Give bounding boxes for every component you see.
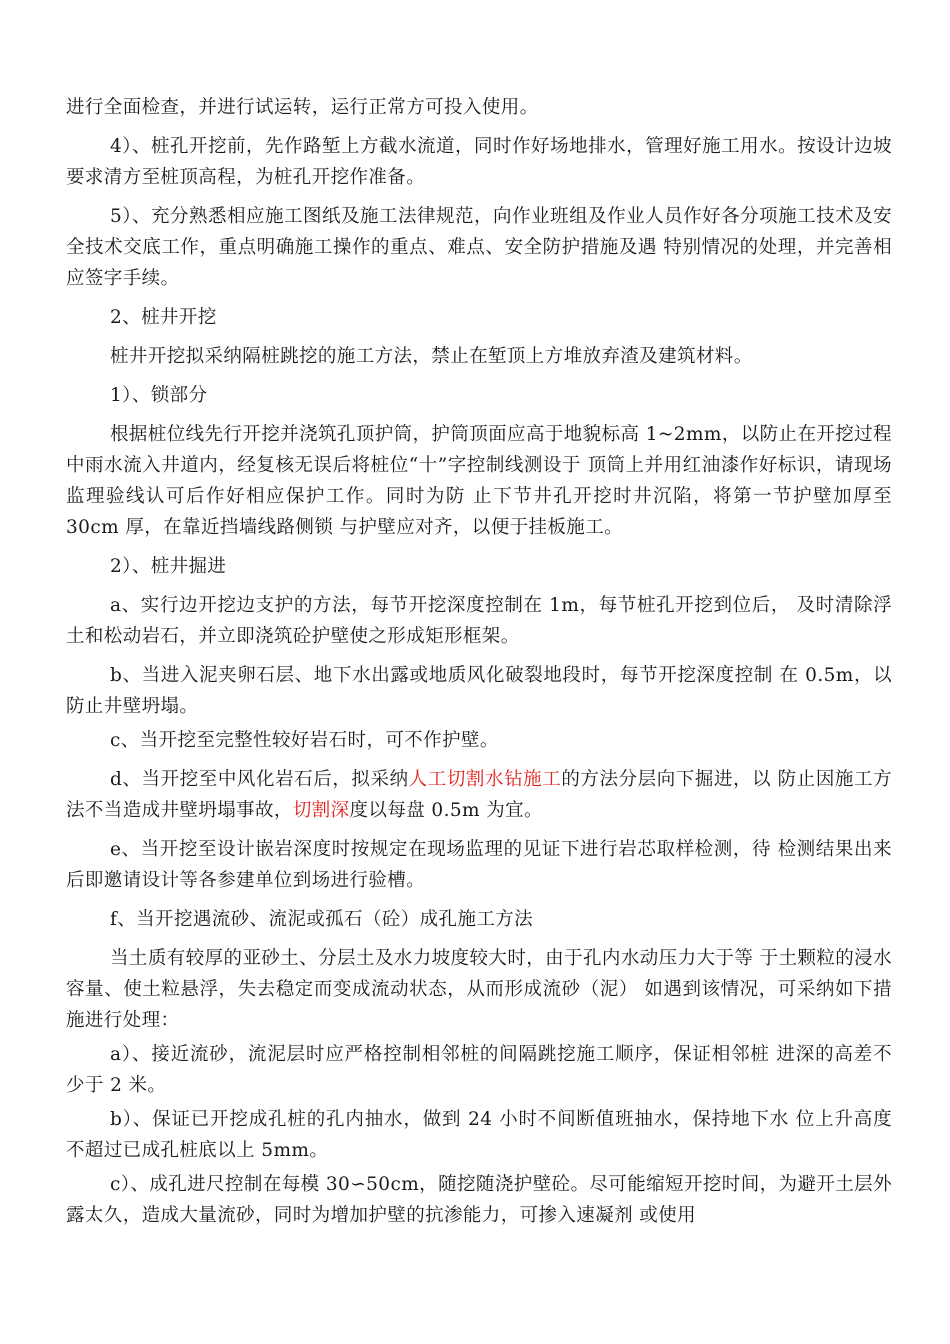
paragraph: f、当开挖遇流砂、流泥或孤石（砼）成孔施工方法 (110, 909, 534, 930)
paragraph: 桩井开挖拟采纳隔桩跳挖的施工方法，禁止在堑顶上方堆放弃渣及建筑材料。 (110, 346, 753, 367)
paragraph: 2、桩井开挖 (110, 307, 217, 328)
paragraph-d-text-1: d、当开挖至中风化岩石后，拟采纳 (110, 769, 409, 790)
paragraph: 4）、桩孔开挖前，先作路堑上方截水流道，同时作好场地排水，管理好施工用水。按设计边坡要求清方至桩顶高程，为桩孔开挖作准备。 (66, 136, 892, 188)
paragraph: 根据桩位线先行开挖并浇筑孔顶护筒，护筒顶面应高于地貌标高 1~2mm，以防止在开挖过程中雨水流入井道内，经复核无误后将桩位“十”字控制线测设于 顶筒上并用红油漆作好标识，请现场监理验线认可后作好相应保护工作。同时为防 止下节井孔开挖时井沉陷，将第一节护壁加厚至 30cm 厚，在靠近挡墙线路侧锁 与护壁应对齐，以便于挂板施工。 (66, 424, 892, 538)
paragraph: b、当进入泥夹卵石层、地下水出露或地质风化破裂地段时，每节开挖深度控制 在 0.5m，以防止井壁坍塌。 (66, 665, 892, 717)
paragraph-d-text-3: 度以每盘 0.5m 为宜。 (349, 800, 543, 821)
paragraph: a）、接近流砂，流泥层时应严格控制相邻桩的间隔跳挖施工顺序，保证相邻桩 进深的高差不少于 2 米。 (66, 1044, 892, 1096)
paragraph: b）、保证已开挖成孔桩的孔内抽水，做到 24 小时不间断值班抽水，保持地下水 位上升高度不超过已成孔桩底以上 5mm。 (66, 1109, 892, 1161)
highlight-text-2: 切割深 (292, 800, 350, 821)
paragraph: 2）、桩井掘进 (110, 556, 227, 577)
paragraph: 5）、充分熟悉相应施工图纸及施工法律规范，向作业班组及作业人员作好各分项施工技术及安全技术交底工作，重点明确施工操作的重点、难点、安全防护措施及遇 特别情况的处理，并完善相应签字手续。 (66, 206, 892, 289)
paragraph: a、实行边开挖边支护的方法，每节开挖深度控制在 1m，每节桩孔开挖到位后， 及时清除浮土和松动岩石，并立即浇筑砼护壁使之形成矩形框架。 (66, 595, 892, 647)
paragraph: c）、成孔进尺控制在每模 30∽50cm，随挖随浇护壁砼。尽可能缩短开挖时间，为避开土层外露太久，造成大量流砂，同时为增加护壁的抗渗能力，可掺入速凝剂 或使用 (66, 1174, 892, 1226)
paragraph-d (66, 764, 892, 826)
paragraph: 当土质有较厚的亚砂土、分层土及水力坡度较大时，由于孔内水动压力大于等 于土颗粒的浸水容量、使土粒悬浮，失去稳定而变成流动状态，从而形成流砂（泥） 如遇到该情况，可采纳如下措施进行处理： (66, 948, 892, 1031)
paragraph-d-text-2: 的方法分层向下掘进，以 防止因施工方法不当造成井壁坍塌事故， (66, 769, 892, 821)
paragraph: c、当开挖至完整性较好岩石时，可不作护壁。 (110, 730, 499, 751)
highlight-text-1: 人工切割水钻施工 (408, 769, 562, 790)
paragraph: 进行全面检查，并进行试运转，运行正常方可投入使用。 (66, 97, 539, 118)
paragraphs-before (66, 92, 892, 756)
paragraph: e、当开挖至设计嵌岩深度时按规定在现场监理的见证下进行岩芯取样检测，待 检测结果出来后即邀请设计等各参建单位到场进行验槽。 (66, 839, 892, 891)
paragraphs-after (66, 834, 892, 1231)
paragraph: 1）、锁部分 (110, 385, 208, 406)
